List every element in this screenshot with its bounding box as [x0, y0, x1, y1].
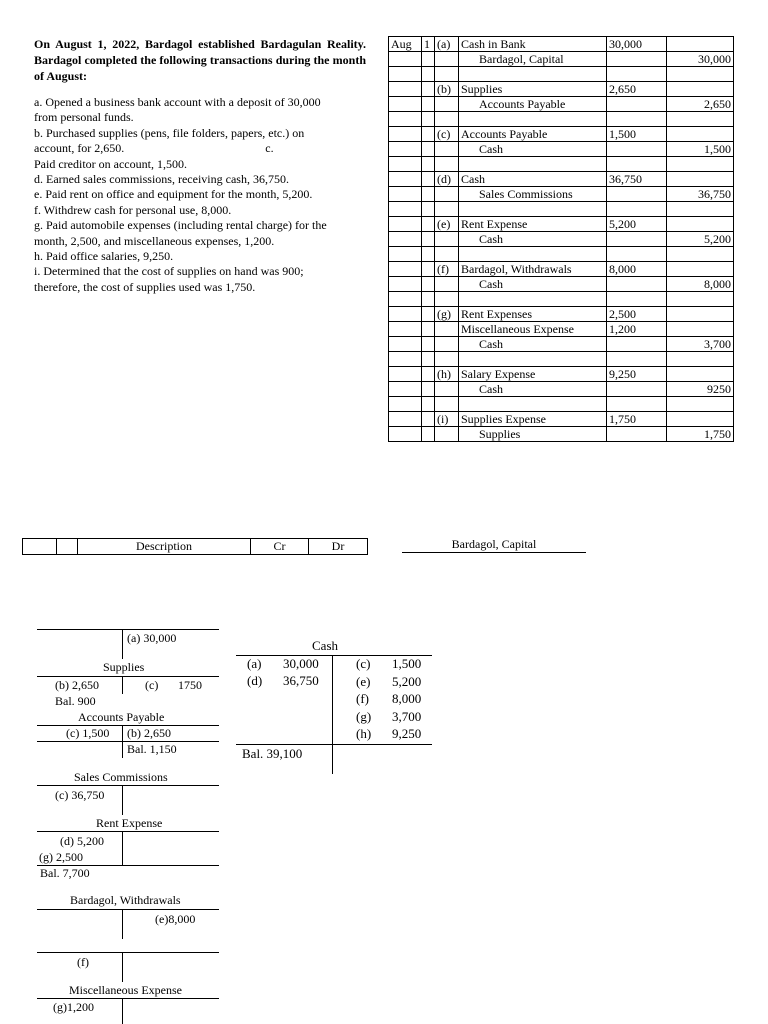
transaction-line: g. Paid automobile expenses (including rental charge) for the [34, 218, 327, 233]
dr-header: Dr [331, 539, 345, 553]
withdrawals-credit: (e)8,000 [155, 912, 196, 926]
journal-credit [667, 82, 734, 97]
journal-month [389, 232, 422, 247]
supplies-t-line [37, 676, 219, 677]
journal-account [459, 397, 607, 412]
journal-debit [607, 52, 667, 67]
journal-day [422, 142, 435, 157]
journal-account: Miscellaneous Expense [459, 322, 607, 337]
journal-row [389, 142, 734, 157]
journal-credit [667, 367, 734, 382]
journal-credit: 36,750 [667, 187, 734, 202]
supplies-title: Supplies [103, 660, 145, 674]
journal-day [422, 307, 435, 322]
journal-ref [435, 322, 459, 337]
journal-account: Cash [459, 142, 607, 157]
journal-ref [435, 247, 459, 262]
misc-t-line [37, 998, 219, 999]
journal-credit [667, 412, 734, 427]
transaction-line: f. Withdrew cash for personal use, 8,000. [34, 202, 232, 217]
journal-credit [667, 112, 734, 127]
sales-title: Sales Commissions [74, 770, 168, 784]
journal-row [389, 217, 734, 232]
misc-title: Miscellaneous Expense [69, 983, 182, 997]
journal-account: Supplies [459, 82, 607, 97]
journal-row [389, 427, 734, 442]
journal-credit [667, 202, 734, 217]
cash-credit-amount: 1,500 [392, 656, 422, 671]
transaction-line: therefore, the cost of supplies used was 1,750. [34, 279, 256, 294]
supplies-t-divider [122, 676, 123, 694]
journal-month [389, 112, 422, 127]
journal-day [422, 247, 435, 262]
journal-debit [607, 397, 667, 412]
journal-ref [435, 52, 459, 67]
capital-account-title: Bardagol, Capital [451, 537, 537, 551]
journal-debit [607, 247, 667, 262]
journal-account: Cash [459, 337, 607, 352]
transaction-line: account, for 2,650. c. [34, 141, 274, 156]
ap-title: Accounts Payable [78, 710, 165, 724]
capital-t-line [37, 629, 219, 630]
journal-debit: 1,200 [607, 322, 667, 337]
rent-debit-1: (d) 5,200 [60, 834, 104, 848]
journal-credit: 1,500 [667, 142, 734, 157]
journal-debit [607, 112, 667, 127]
journal-ref [435, 202, 459, 217]
journal-month [389, 262, 422, 277]
journal-credit: 8,000 [667, 277, 734, 292]
journal-day [422, 322, 435, 337]
rent-balance: Bal. 7,700 [40, 866, 90, 880]
journal-debit [607, 427, 667, 442]
journal-credit [667, 352, 734, 367]
supplies-balance: Bal. 900 [55, 694, 96, 708]
journal-ref: (f) [435, 262, 459, 277]
journal-debit: 5,200 [607, 217, 667, 232]
journal-debit: 2,500 [607, 307, 667, 322]
journal-day [422, 202, 435, 217]
journal-ref [435, 142, 459, 157]
journal-month [389, 292, 422, 307]
journal-debit: 30,000 [607, 37, 667, 52]
journal-month [389, 412, 422, 427]
journal-ref: (a) [435, 37, 459, 52]
journal-credit [667, 397, 734, 412]
transaction-line: month, 2,500, and miscellaneous expenses, 1,200. [34, 233, 275, 248]
journal-row [389, 337, 734, 352]
supplies-credit-ref: (c) [145, 678, 159, 692]
journal-row [389, 262, 734, 277]
journal-ref: (g) [435, 307, 459, 322]
journal-row [389, 157, 734, 172]
journal-account: Salary Expense [459, 367, 607, 382]
journal-row [389, 187, 734, 202]
journal-row [389, 277, 734, 292]
journal-row [389, 202, 734, 217]
journal-ref: (h) [435, 367, 459, 382]
journal-ref [435, 112, 459, 127]
journal-account [459, 157, 607, 172]
journal-account: Cash [459, 172, 607, 187]
problem-intro: On August 1, 2022, Bardagol established Bardagulan Reality. Bardagol completed the following transactions during the month of August: [34, 37, 366, 83]
cash-credit-ref: (e) [356, 673, 371, 689]
journal-row [389, 172, 734, 187]
journal-day [422, 52, 435, 67]
misc-debit: (g)1,200 [53, 1000, 94, 1014]
journal-month [389, 157, 422, 172]
ap-debit: (c) 1,500 [66, 726, 110, 740]
journal-row [389, 247, 734, 262]
f-t-divider [122, 952, 123, 982]
journal-debit [607, 292, 667, 307]
cash-credit-amount: 3,700 [392, 708, 422, 724]
journal-row [389, 412, 734, 427]
journal-month [389, 202, 422, 217]
cash-credit-ref: (h) [356, 726, 372, 741]
journal-row [389, 307, 734, 322]
ap-balance: Bal. 1,150 [127, 742, 177, 756]
journal-credit [667, 217, 734, 232]
description-header: Description [78, 539, 251, 554]
journal-row [389, 52, 734, 67]
sales-t-divider [122, 785, 123, 815]
journal-row [389, 397, 734, 412]
journal-day [422, 232, 435, 247]
journal-day [422, 382, 435, 397]
journal-row [389, 322, 734, 337]
supplies-debit: (b) 2,650 [55, 678, 99, 692]
journal-debit [607, 382, 667, 397]
journal-debit [607, 67, 667, 82]
journal-month [389, 277, 422, 292]
journal-ref [435, 337, 459, 352]
cash-title: Cash [312, 638, 338, 653]
journal-month: Aug [389, 37, 422, 52]
journal-account: Accounts Payable [459, 97, 607, 112]
journal-month [389, 382, 422, 397]
journal-ref: (b) [435, 82, 459, 97]
journal-day [422, 367, 435, 382]
journal-day [422, 217, 435, 232]
journal-credit [667, 322, 734, 337]
f-t-line [37, 952, 219, 953]
journal-day: 1 [422, 37, 435, 52]
journal-month [389, 187, 422, 202]
cash-debit-ref: (d) [247, 673, 263, 688]
capital-t-divider [122, 629, 123, 659]
journal-ref [435, 157, 459, 172]
cash-credit-ref: (f) [356, 691, 369, 706]
journal-credit: 9250 [667, 382, 734, 397]
cash-balance: Bal. 39,100 [242, 746, 303, 761]
journal-day [422, 127, 435, 142]
journal-credit [667, 292, 734, 307]
journal-debit [607, 97, 667, 112]
journal-credit [667, 307, 734, 322]
cash-debit-amount: 30,000 [283, 656, 319, 671]
journal-ref: (d) [435, 172, 459, 187]
journal-row [389, 82, 734, 97]
journal-ref [435, 232, 459, 247]
journal-ref [435, 292, 459, 307]
journal-credit [667, 172, 734, 187]
journal-credit [667, 157, 734, 172]
journal-credit [667, 247, 734, 262]
journal-day [422, 172, 435, 187]
journal-ref [435, 187, 459, 202]
journal-ref [435, 277, 459, 292]
cash-credit-amount: 8,000 [392, 691, 422, 706]
journal-month [389, 337, 422, 352]
sales-t-line [37, 785, 219, 786]
journal-debit: 2,650 [607, 82, 667, 97]
cash-debit-ref: (a) [247, 656, 262, 671]
journal-account: Bardagol, Capital [459, 52, 607, 67]
journal-account: Accounts Payable [459, 127, 607, 142]
journal-day [422, 412, 435, 427]
journal-month [389, 247, 422, 262]
cash-t-divider [332, 655, 333, 774]
journal-row [389, 367, 734, 382]
journal-month [389, 172, 422, 187]
misc-t-divider [122, 998, 123, 1024]
journal-account: Rent Expenses [459, 307, 607, 322]
journal-account [459, 352, 607, 367]
rent-title: Rent Expense [96, 816, 163, 830]
journal-day [422, 427, 435, 442]
journal-row [389, 232, 734, 247]
journal-debit [607, 202, 667, 217]
journal-account: Sales Commissions [459, 187, 607, 202]
journal-credit [667, 127, 734, 142]
withdrawals-t-line [37, 909, 219, 910]
cash-credit-amount: 9,250 [392, 726, 422, 741]
rent-debit-2: (g) 2,500 [39, 850, 83, 864]
transaction-line: from personal funds. [34, 110, 134, 125]
journal-account: Cash [459, 232, 607, 247]
journal-month [389, 67, 422, 82]
journal-ref [435, 352, 459, 367]
journal-debit [607, 187, 667, 202]
journal-day [422, 397, 435, 412]
transaction-line: i. Determined that the cost of supplies on hand was 900; [34, 264, 304, 279]
journal-ref [435, 382, 459, 397]
journal-debit: 36,750 [607, 172, 667, 187]
cash-total-line [236, 744, 432, 745]
journal-month [389, 217, 422, 232]
journal-credit [667, 262, 734, 277]
supplies-credit: 1750 [178, 678, 202, 692]
journal-debit: 9,250 [607, 367, 667, 382]
journal-account: Cash [459, 277, 607, 292]
journal-debit [607, 232, 667, 247]
withdrawals-t-divider [122, 909, 123, 939]
cash-credit-amount: 5,200 [392, 673, 422, 689]
journal-account: Cash [459, 382, 607, 397]
ap-credit: (b) 2,650 [127, 726, 171, 740]
journal-account: Supplies [459, 427, 607, 442]
cash-credit-ref: (c) [356, 656, 371, 671]
journal-row [389, 352, 734, 367]
journal-day [422, 262, 435, 277]
sales-debit: (c) 36,750 [55, 788, 105, 802]
journal-debit: 1,750 [607, 412, 667, 427]
journal-row [389, 112, 734, 127]
journal-month [389, 352, 422, 367]
journal-day [422, 67, 435, 82]
rent-t-line [37, 831, 219, 832]
journal-day [422, 82, 435, 97]
transaction-line: Paid creditor on account, 1,500. [34, 156, 187, 171]
journal-ref [435, 427, 459, 442]
transaction-line: b. Purchased supplies (pens, file folders, papers, etc.) on [34, 125, 305, 140]
journal-debit: 8,000 [607, 262, 667, 277]
journal-credit: 5,200 [667, 232, 734, 247]
journal-day [422, 352, 435, 367]
journal-day [422, 187, 435, 202]
journal-account: Supplies Expense [459, 412, 607, 427]
journal-account: Cash in Bank [459, 37, 607, 52]
journal-debit [607, 337, 667, 352]
journal-account [459, 292, 607, 307]
journal-day [422, 157, 435, 172]
journal-debit [607, 277, 667, 292]
transaction-line: h. Paid office salaries, 9,250. [34, 249, 174, 264]
journal-row [389, 97, 734, 112]
journal-credit [667, 37, 734, 52]
journal-credit: 3,700 [667, 337, 734, 352]
capital-account-line [402, 552, 586, 553]
ledger-header-row [22, 538, 368, 555]
rent-t-divider [122, 831, 123, 865]
journal-day [422, 292, 435, 307]
withdrawals-title: Bardagol, Withdrawals [70, 893, 181, 907]
journal-day [422, 112, 435, 127]
cr-header: Cr [251, 539, 309, 554]
journal-row [389, 127, 734, 142]
transactions-list [34, 95, 374, 295]
journal-month [389, 367, 422, 382]
journal-credit [667, 67, 734, 82]
journal-day [422, 277, 435, 292]
journal-day [422, 97, 435, 112]
journal-debit [607, 142, 667, 157]
journal-row [389, 382, 734, 397]
journal-month [389, 322, 422, 337]
journal-credit: 30,000 [667, 52, 734, 67]
journal-row [389, 67, 734, 82]
journal-month [389, 142, 422, 157]
journal-day [422, 337, 435, 352]
journal-month [389, 127, 422, 142]
journal-account [459, 247, 607, 262]
capital-credit: (a) 30,000 [127, 631, 177, 645]
journal-month [389, 97, 422, 112]
journal-ref [435, 67, 459, 82]
journal-credit: 1,750 [667, 427, 734, 442]
transaction-line: d. Earned sales commissions, receiving cash, 36,750. [34, 172, 289, 187]
general-journal [388, 36, 734, 442]
journal-account [459, 112, 607, 127]
transaction-line: a. Opened a business bank account with a deposit of 30,000 [34, 95, 321, 109]
journal-debit [607, 157, 667, 172]
journal-account [459, 67, 607, 82]
journal-account [459, 202, 607, 217]
journal-month [389, 52, 422, 67]
transaction-line: e. Paid rent on office and equipment for the month, 5,200. [34, 187, 313, 202]
journal-month [389, 82, 422, 97]
journal-ref [435, 97, 459, 112]
journal-debit: 1,500 [607, 127, 667, 142]
cash-credit-ref: (g) [356, 708, 372, 724]
cash-debit-amount: 36,750 [283, 673, 319, 688]
journal-row [389, 292, 734, 307]
journal-month [389, 397, 422, 412]
journal-ref: (e) [435, 217, 459, 232]
journal-account: Bardagol, Withdrawals [459, 262, 607, 277]
journal-credit: 2,650 [667, 97, 734, 112]
journal-ref [435, 397, 459, 412]
journal-row [389, 37, 734, 52]
journal-ref: (c) [435, 127, 459, 142]
journal-month [389, 427, 422, 442]
journal-debit [607, 352, 667, 367]
journal-month [389, 307, 422, 322]
journal-account: Rent Expense [459, 217, 607, 232]
f-label: (f) [77, 955, 89, 969]
journal-ref: (i) [435, 412, 459, 427]
